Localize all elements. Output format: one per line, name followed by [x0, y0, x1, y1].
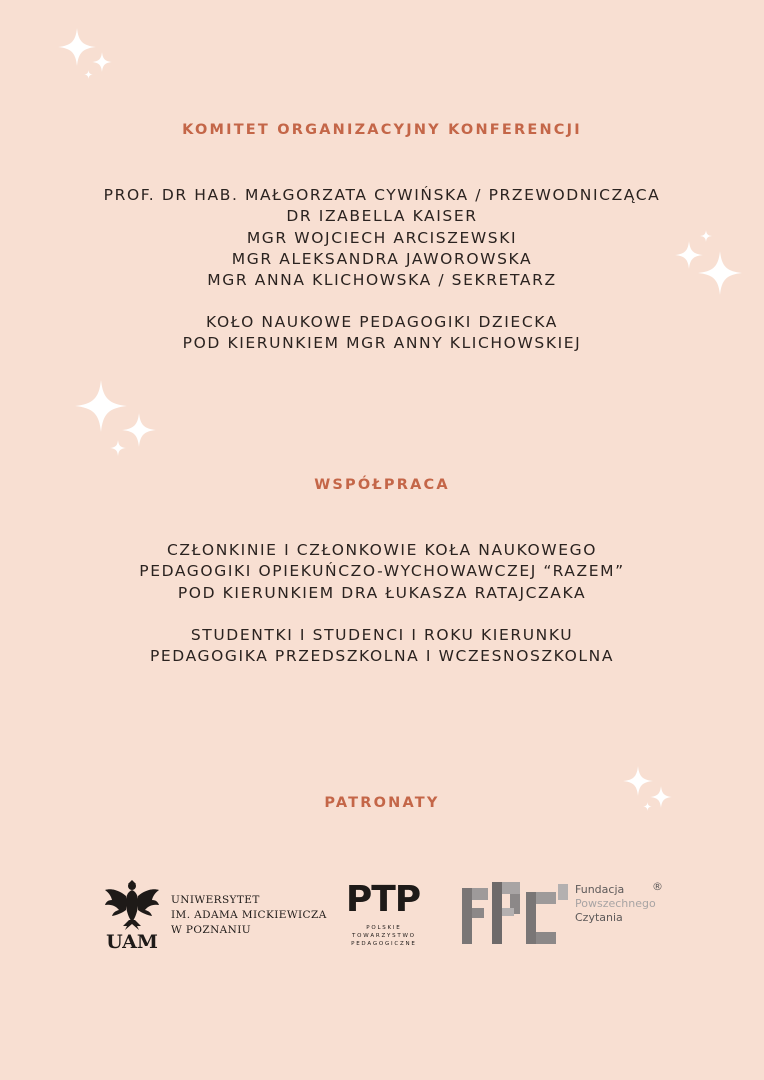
sparkle-icon — [110, 440, 126, 456]
member-chair: PROF. DR HAB. MAŁGORZATA CYWIŃSKA / PRZEWODNICZĄCA — [103, 186, 661, 204]
cooperation-line: PEDAGOGIKA PRZEDSZKOLNA I WCZESNOSZKOLNA — [149, 647, 615, 666]
member: MGR WOJCIECH ARCISZEWSKI — [246, 228, 518, 247]
cooperation-line: STUDENTKI I STUDENCI I ROKU KIERUNKU — [190, 626, 574, 644]
committee-heading: KOMITET ORGANIZACYJNY KONFERENCJI — [182, 122, 582, 138]
club-name: KOŁO NAUKOWE PEDAGOGIKI DZIECKA — [206, 313, 558, 331]
cooperation-line: POD KIERUNKIEM DRA ŁUKASZA RATAJCZAKA — [177, 583, 587, 602]
ptp-name-line: T O W A R Z Y S T W O — [352, 933, 414, 939]
uam-name-line: IM. ADAMA MICKIEWICZA — [171, 909, 327, 921]
patronage-heading: PATRONATY — [324, 795, 440, 811]
cooperation-group-1 — [0, 540, 764, 604]
uam-logo — [103, 880, 327, 950]
fpc-logo — [462, 882, 672, 946]
fpc-name-line: Czytania — [575, 911, 623, 924]
member: DR IZABELLA KAISER — [286, 207, 478, 226]
uam-name-line: W POZNANIU — [171, 924, 252, 936]
uam-mark: UAM — [106, 931, 158, 950]
sparkle-icon — [58, 28, 96, 66]
registered-mark: ® — [652, 880, 663, 893]
member: MGR ALEKSANDRA JAWOROWSKA — [231, 249, 533, 268]
sparkle-icon — [84, 70, 93, 79]
ptp-name-line: P O L S K I E — [366, 925, 400, 931]
cooperation-line: PEDAGOGIKI OPIEKUŃCZO-WYCHOWAWCZEJ “RAZEM” — [139, 562, 625, 581]
committee-club — [0, 312, 764, 355]
member-secretary: MGR ANNA KLICHOWSKA / SEKRETARZ — [207, 271, 557, 290]
committee-members — [0, 185, 764, 291]
cooperation-group-2 — [0, 625, 764, 668]
club-supervisor: POD KIERUNKIEM MGR ANNY KLICHOWSKIEJ — [182, 334, 582, 353]
sparkle-icon — [623, 766, 653, 796]
cooperation-line: CZŁONKINIE I CZŁONKOWIE KOŁA NAUKOWEGO — [166, 541, 598, 559]
fpc-name-line: Fundacja — [575, 883, 625, 896]
sparkle-icon — [122, 413, 156, 447]
fpc-name-line: Powszechnego — [575, 897, 656, 910]
uam-name-line: UNIWERSYTET — [171, 894, 260, 906]
fpc-emblem-icon — [462, 882, 570, 944]
sparkle-icon — [92, 52, 112, 72]
eagle-emblem-icon — [103, 880, 161, 950]
cooperation-heading: WSPÓŁPRACA — [314, 477, 450, 493]
ptp-name-line: P E D A G O G I C Z N E — [351, 941, 415, 947]
sparkle-icon — [75, 380, 127, 432]
ptp-mark: PTP — [345, 879, 421, 920]
ptp-logo — [340, 879, 426, 950]
